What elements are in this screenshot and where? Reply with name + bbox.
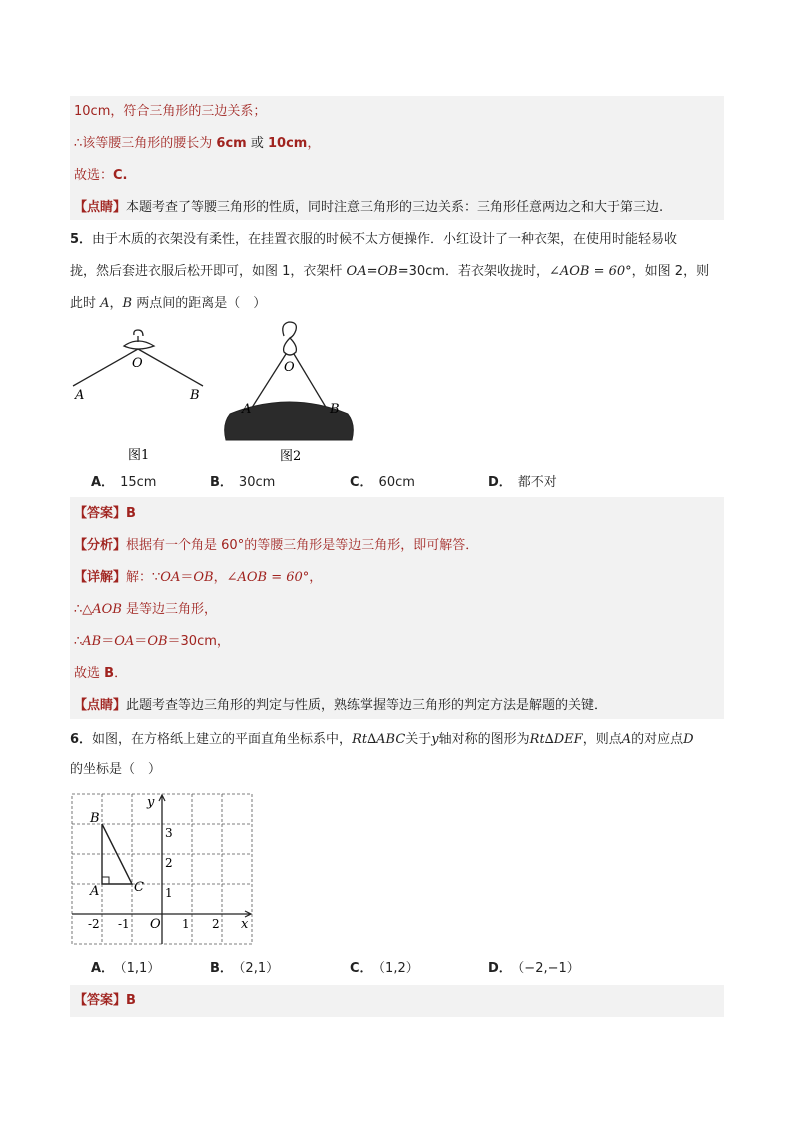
q6-option-d: D． （−2,−1） [488,961,580,976]
review-line: 【点睛】本题考查了等腰三角形的性质，同时注意三角形的三边关系：三角形任意两边之和大于第三边. [74,200,664,215]
q5-analysis-line: 【分析】根据有一个角是 60°的等腰三角形是等边三角形，即可解答． [74,538,479,553]
coordinate-grid-figure [70,792,254,946]
q5-step-1: ∴△AOB 是等边三角形， [74,602,218,617]
point-label-B: B [90,811,100,826]
fig2-caption: 图2 [280,449,302,464]
right-angle-mark [102,877,109,884]
point-label-A: A [90,884,100,899]
fig2-label-A: A [242,402,252,417]
fig2-label-O: O [284,360,295,375]
tick-y-2: 2 [165,856,173,870]
tick-x-2: 2 [212,917,220,931]
tick-x-neg1: -1 [118,917,130,931]
axis-label-x: x [241,917,249,932]
fig2-label-B: B [330,402,340,417]
q5-option-b: B． 30cm [210,475,276,490]
choose-line: 故选：C. [74,168,128,183]
q5-option-a: A． 15cm [91,475,157,490]
solution-line-1: 10cm，符合三角形的三边关系； [74,104,267,119]
q5-line-1: 5．由于木质的衣架没有柔性，在挂置衣服的时候不太方便操作．小红设计了一种衣架，在使用时能轻易收 [70,232,678,247]
q5-answer-line: 【答案】B [74,506,136,521]
q6-option-c: C． （1,2） [350,961,419,976]
fig1-label-O: O [132,356,143,371]
q5-review-line: 【点睛】此题考查等边三角形的判定与性质，熟练掌握等边三角形的判定方法是解题的关键． [74,698,608,713]
q5-detail-line: 【详解】解：∵OA＝OB，∠AOB = 60°， [74,570,323,585]
fig1-label-A: A [75,388,85,403]
fig1-caption: 图1 [128,448,150,462]
figure-2-hanger [222,318,362,464]
fig1-label-B: B [190,388,200,403]
tick-x-neg2: -2 [88,917,100,931]
point-label-C: C [134,880,144,895]
q5-line-2: 拢，然后套进衣服后松开即可，如图 1，衣架杆 OA=OB=30cm．若衣架收拢时，∠AOB = 60°，如图 2，则 [70,264,710,279]
q5-option-c: C． 60cm [350,475,415,490]
q5-option-d: D． 都不对 [488,475,557,490]
q6-answer-line: 【答案】B [74,993,136,1008]
q5-step-2: ∴AB＝OA＝OB＝30cm， [74,634,230,649]
q6-line-2: 的坐标是（ ） [70,762,162,777]
solution-line-2: ∴该等腰三角形的腰长为 6cm 或 10cm， [74,136,321,151]
tick-y-3: 3 [165,826,173,840]
origin-label: O [150,917,161,932]
q6-option-a: A． （1,1） [91,961,161,976]
q6-line-1: 6．如图，在方格纸上建立的平面直角坐标系中，Rt∆ABC关于y轴对称的图形为Rt∆DEF，则点A的对应点D [70,732,694,747]
q5-line-3: 此时 A，B 两点间的距离是（ ） [70,296,267,311]
q6-answer-shade [70,985,724,1017]
axis-label-y: y [147,795,155,810]
q6-option-b: B． （2,1） [210,961,280,976]
q5-choose-line: 故选 B． [74,666,128,681]
tick-y-1: 1 [165,886,173,900]
tick-x-1: 1 [182,917,190,931]
figure-1-hanger [70,322,210,462]
